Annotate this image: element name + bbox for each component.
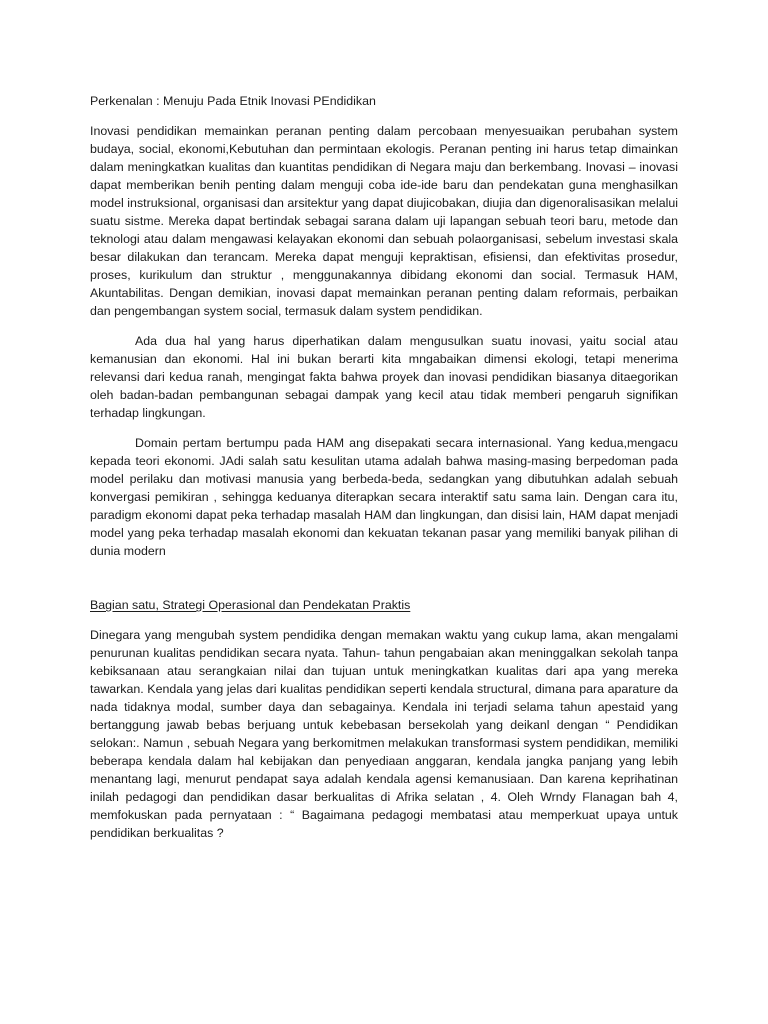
intro-title: Perkenalan : Menuju Pada Etnik Inovasi PEndidikan (90, 94, 376, 108)
section-spacer (90, 572, 678, 596)
section-paragraph: Dinegara yang mengubah system pendidika dengan memakan waktu yang cukup lama, akan mengalami penurunan kualitas pendidikan secara nyata. Tahun- tahun pengabaian akan meninggalkan sekolah tanpa kebiksanaan atau serangkaian nilai dan tujuan untuk meningkatkan kualitas dari apa yang mereka tawarkan. Kendala yang jelas dari kualitas pendidikan seperti kendala structural, dimana para aparature da nada tidaknya modal, sumber daya dan sebagainya. Kendala ini terjadi selama tahun apestaid yang bertanggung jawab bebas berjuang untuk kebebasan bersekolah yang deikanl dengan “ Pendidikan selokan:. Namun , sebuah Negara yang berkomitmen melakukan transformasi system pendidikan, memiliki beberapa kendala dalam hal kebijakan dan penyediaan anggaran, kendala jangka panjang yang lebih menantang lagi, menurut pendapat saya adalah kendala agensi kemanusiaan. Dan karena keprihatinan inilah pedagogi dan pendidikan dasar berkualitas di Afrika selatan , 4. Oleh Wrndy Flanagan bah 4, memfokuskan pada pernyataan : “ Bagaimana pedagogi membatasi atau memperkuat upaya untuk pendidikan berkualitas ? (90, 628, 678, 840)
intro-paragraph-2: Ada dua hal yang harus diperhatikan dalam mengusulkan suatu inovasi, yaitu social atau kemanusian dan ekonomi. Hal ini bukan berarti kita mngabaikan dimensi ekologi, tetapi menerima relevansi dari kedua ranah, mengingat fakta bahwa proyek dan inovasi pendidikan biasanya ditaegorikan oleh badan-badan pembangunan sebagai dampak yang kecil atau tidak memberi pengaruh signifikan terhadap lingkungan. (90, 334, 678, 420)
intro-paragraph-1: Inovasi pendidikan memainkan peranan penting dalam percobaan menyesuaikan perubahan system budaya, social, ekonomi,Kebutuhan dan permintaan ekologis. Peranan penting ini harus tetap dimainkan dalam meningkatkan kualitas dan kuantitas pendidikan di Negara maju dan berkembang. Inovasi – inovasi dapat memberikan benih penting dalam menguji coba ide-ide baru dan pendekatan guna menghasilkan model instruksional, organisasi dan arsitektur yang dapat diujicobakan, diujia dan digenoralisasikan melalui suatu sistme. Mereka dapat bertindak sebagai sarana dalam uji lapangan sebuah teori baru, metode dan teknologi atau dalam mengawasi kelayakan ekonomi dan sebuah polaorganisasi, sebelum investasi skala besar dilakukan dan terancam. Mereka dapat menguji kepraktisan, efisiensi, dan efektivitas prosedur, proses, kurikulum dan struktur , menggunakannya dibidang ekonomi dan social. Termasuk HAM, Akuntabilitas. Dengan demikian, inovasi dapat memainkan peranan penting dalam reformais, perbaikan dan pengembangan system social, termasuk dalam system pendidikan. (90, 124, 678, 318)
section-title: Bagian satu, Strategi Operasional dan Pendekatan Praktis (90, 598, 411, 612)
document-page (90, 92, 678, 854)
intro-paragraph-3: Domain pertam bertumpu pada HAM ang disepakati secara internasional. Yang kedua,mengacu kepada teori ekonomi. JAdi salah satu kesulitan utama adalah bahwa masing-masing berpedoman pada model perilaku dan motivasi manusia yang berbeda-beda, sedangkan yang dibutuhkan adalah sebuah konvergasi pemikiran , sehingga keduanya diterapkan secara interaktif satu sama lain. Dengan cara itu, paradigm ekonomi dapat peka terhadap masalah HAM dan lingkungan, dan disisi lain, HAM dapat menjadi model yang peka terhadap masalah ekonomi dan kekuatan tekanan pasar yang memiliki banyak pilihan di dunia modern (90, 436, 678, 558)
